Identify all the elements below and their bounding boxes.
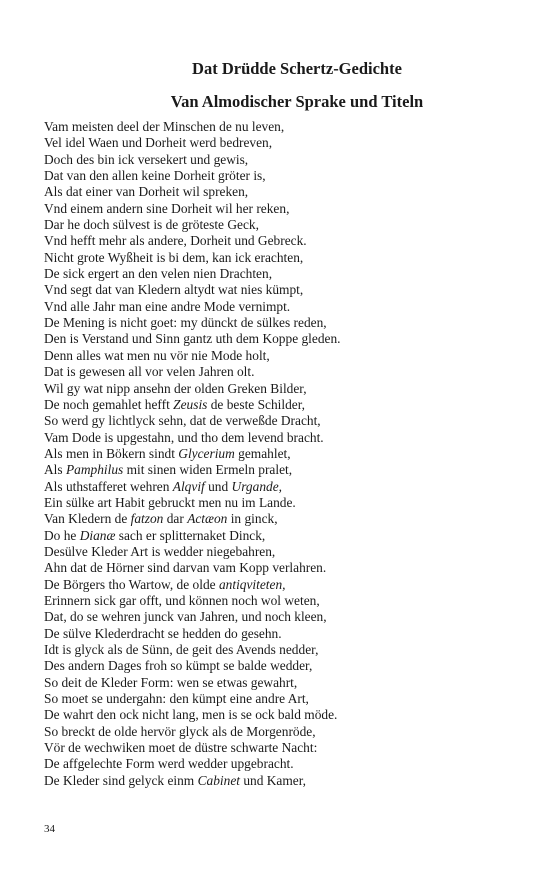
line-text: So breckt de olde hervör glyck als de Morgenröde, [44, 723, 316, 739]
line-text: Nicht grote Wyßheit is bi dem, kan ick erachten, [44, 249, 304, 265]
poem-line [44, 658, 524, 674]
poem-line [44, 626, 524, 642]
poem-line [44, 560, 524, 576]
poem-line [44, 331, 524, 347]
poem-line [44, 299, 524, 315]
line-text: Wil gy wat nipp ansehn der olden Greken Bilder, [44, 380, 307, 396]
line-text: De sick ergert an den velen nien Drachten, [44, 266, 273, 282]
line-text: sach er splitternaket Dinck, [115, 527, 266, 543]
line-text: Vnd einem andern sine Dorheit wil her reken, [44, 200, 290, 216]
line-text: Ein sülke art Habit gebruckt men nu im Lande. [44, 494, 296, 510]
italic-name: Dianæ [79, 527, 116, 543]
line-text: Desülve Kleder Art is wedder niegebahren, [44, 543, 276, 559]
poem-line [44, 217, 524, 233]
poem-line [44, 642, 524, 658]
line-text: Als [44, 462, 66, 478]
poem-line [44, 773, 524, 789]
poem-line [44, 152, 524, 168]
line-text: De affgelechte Form werd wedder upgebracht. [44, 756, 294, 772]
line-text: De wahrt den ock nicht lang, men is se ock bald möde. [44, 707, 338, 723]
poem-line [44, 544, 524, 560]
italic-name: Alqvif [172, 478, 205, 494]
italic-name: Cabinet [197, 772, 240, 788]
poem-line [44, 675, 524, 691]
poem-line [44, 479, 524, 495]
poem-line [44, 184, 524, 200]
poem-line [44, 756, 524, 772]
poem-line [44, 593, 524, 609]
poem-line [44, 511, 524, 527]
poem-line [44, 364, 524, 380]
poem-line [44, 446, 524, 462]
poem-line [44, 315, 524, 331]
poem-line [44, 528, 524, 544]
line-text: So moet se undergahn: den kümpt eine andre Art, [44, 691, 309, 707]
line-text: Vnd segt dat van Kledern altydt wat nies kümpt, [44, 282, 304, 298]
italic-name: Glycerium [178, 445, 235, 461]
line-text: dar [163, 511, 188, 527]
poem-line [44, 691, 524, 707]
line-text: Vör de wechwiken moet de düstre schwarte Nacht: [44, 740, 318, 756]
italic-name: Pamphilus [65, 462, 124, 478]
line-text: De noch gemahlet hefft [44, 396, 174, 412]
poem-line [44, 119, 524, 135]
poem-body [44, 119, 524, 789]
poem-line [44, 707, 524, 723]
poem-line [44, 577, 524, 593]
line-text: De Mening is nicht goet: my dünckt de sülkes reden, [44, 315, 327, 331]
line-text: De Kleder sind gelyck einm [44, 772, 198, 788]
line-text: Dar he doch sülvest is de gröteste Geck, [44, 217, 259, 233]
line-text: Vnd alle Jahr man eine andre Mode vernimpt. [44, 298, 291, 314]
poem-line [44, 282, 524, 298]
poem-line [44, 266, 524, 282]
poem-title: Dat Drüdde Schertz-Gedichte [192, 59, 402, 78]
poem-line [44, 495, 524, 511]
line-text: mit sinen widen Ermeln pralet, [123, 462, 293, 478]
page-number: 34 [44, 823, 55, 835]
poem-line [44, 201, 524, 217]
italic-name: Actæon [187, 511, 228, 527]
line-text: Als uthstafferet wehren [44, 478, 173, 494]
line-text: De sülve Klederdracht se hedden do gesehn. [44, 625, 282, 641]
line-text: Dat van den allen keine Dorheit gröter is, [44, 168, 266, 184]
italic-name: Zeusis [173, 396, 208, 412]
poem-line [44, 609, 524, 625]
line-text: Des andern Dages froh so kümpt se balde wedder, [44, 658, 313, 674]
line-text: Vam Dode is upgestahn, und tho dem levend bracht. [44, 429, 324, 445]
line-text: und [204, 478, 232, 494]
line-text: Als men in Bökern sindt [44, 445, 179, 461]
poem-line [44, 413, 524, 429]
poem-line [44, 462, 524, 478]
poem-line [44, 250, 524, 266]
poem-line [44, 135, 524, 151]
poem-line [44, 233, 524, 249]
line-text: in ginck, [227, 511, 278, 527]
line-text: Vnd hefft mehr als andere, Dorheit und Gebreck. [44, 233, 307, 249]
line-text: So deit de Kleder Form: wen se etwas gewahrt, [44, 674, 298, 690]
poem-line [44, 740, 524, 756]
poem-line [44, 724, 524, 740]
line-text: gemahlet, [234, 445, 291, 461]
italic-name: fatzon [130, 511, 164, 527]
line-text: Idt is glyck als de Sünn, de geit des Avends nedder, [44, 642, 319, 657]
poem-line [44, 381, 524, 397]
line-text: Als dat einer van Dorheit wil spreken, [44, 184, 249, 200]
poem-line [44, 348, 524, 364]
line-text: Vel idel Waen und Dorheit werd bedreven, [44, 135, 273, 151]
line-text: Dat, do se wehren junck van Jahren, und noch kleen, [44, 609, 327, 625]
line-text: So werd gy lichtlyck sehn, dat de verweßde Dracht, [44, 413, 321, 429]
line-text: Erinnern sick gar offt, und können noch wol weten, [44, 592, 320, 608]
line-text: Vam meisten deel der Minschen de nu leven, [44, 119, 285, 134]
poem-subtitle: Van Almodischer Sprake und Titeln [170, 92, 424, 111]
line-text: Doch des bin ick versekert und gewis, [44, 151, 249, 167]
line-text: Van Kledern de [44, 511, 131, 527]
line-text: und Kamer, [239, 772, 307, 788]
poem-line [44, 168, 524, 184]
line-text: Ahn dat de Hörner sind darvan vam Kopp verlahren. [44, 560, 327, 576]
line-text: Denn alles wat men nu vör nie Mode holt, [44, 347, 270, 363]
line-text: Dat is gewesen all vor velen Jahren olt. [44, 364, 255, 380]
line-text: Do he [44, 527, 80, 543]
italic-name: Urgande, [231, 478, 283, 494]
poem-line [44, 430, 524, 446]
poem-line [44, 397, 524, 413]
line-text: de beste Schilder, [207, 396, 306, 412]
line-text: De Börgers tho Wartow, de olde [44, 576, 219, 592]
line-text: Den is Verstand und Sinn gantz uth dem Koppe gleden. [44, 331, 341, 347]
italic-name: antiqviteten, [218, 576, 286, 592]
